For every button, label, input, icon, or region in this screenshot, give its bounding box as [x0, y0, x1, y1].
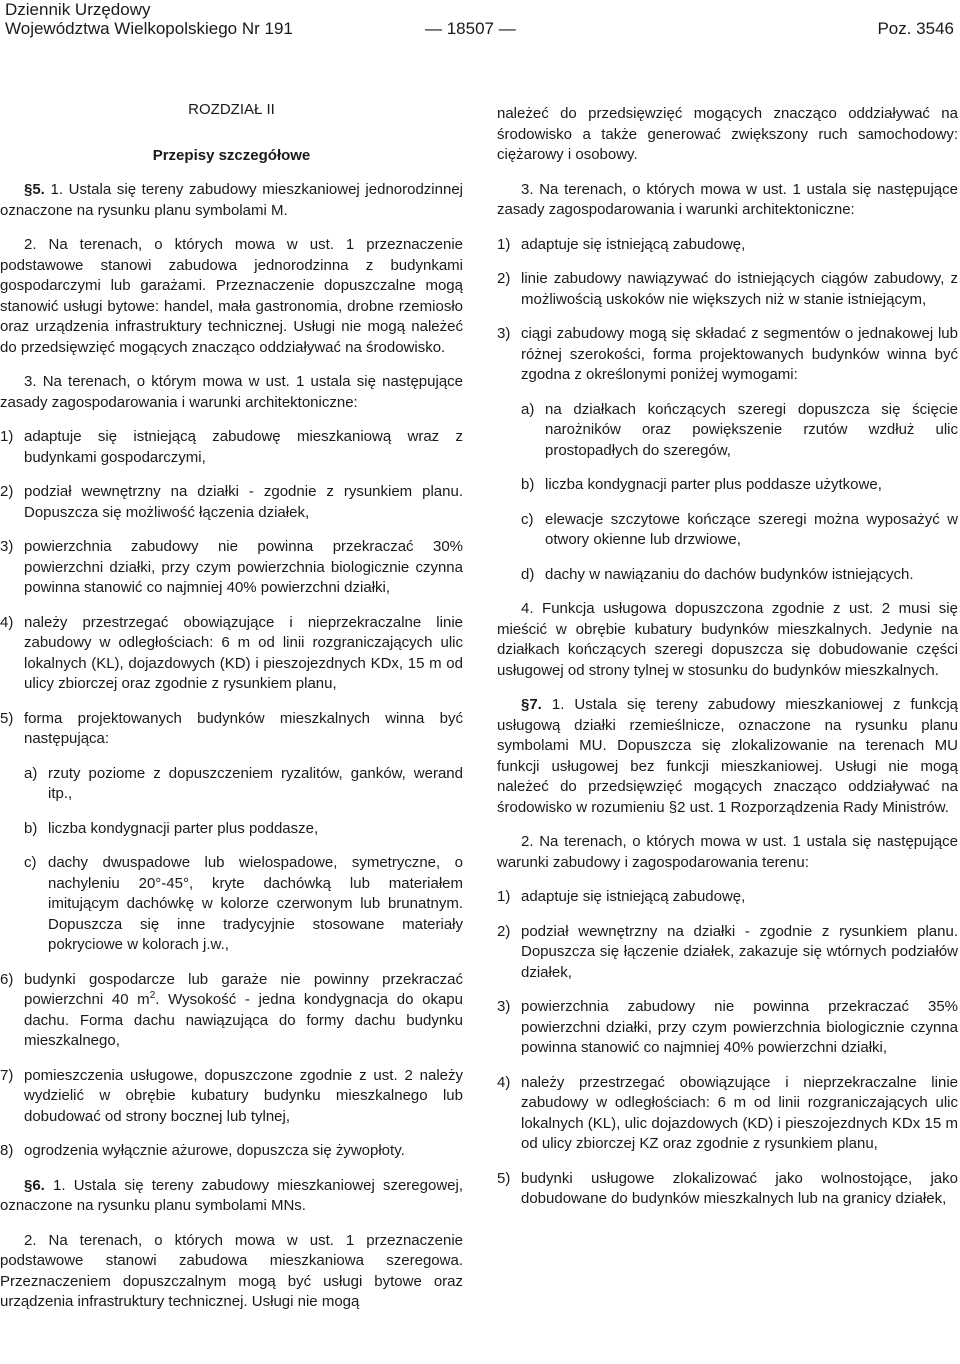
s5-para-1: §5. 1. Ustala się tereny zabudowy mieszkaniowej jednorodzinnej oznaczone na rysunku planu symbolami M.: [0, 181, 463, 219]
list-item: 2) linie zabudowy nawiązywać do istniejących ciągów zabudowy, z możliwością uskoków nie większych niż w stanie istniejącym,: [497, 270, 958, 308]
list-item: 3) ciągi zabudowy mogą się składać z segmentów o jednakowej lub różnej szerokości, forma projektowanych budynków winna być zgodna z określonymi poniżej wymogami:: [497, 325, 958, 383]
s5-para-2: 2. Na terenach, o których mowa w ust. 1 przeznaczenie podstawowe stanowi zabudowa jednorodzinna z budynkami gospodarczymi lub garażami. Przeznaczenie dopuszczalne mogą stanowić usługi bytowe: handel, mała gastronomia, drobne rzemiosło oraz urządzenia infrastruktury technicznej. Usługi nie mogą należeć do przedsięwzięć mogących znacząco oddziaływać na środowisko.: [0, 236, 463, 356]
page-number: — 18507 —: [425, 19, 516, 38]
journal-issue: Województwa Wielkopolskiego Nr 191: [5, 19, 293, 38]
s7-para-1: §7. 1. Ustala się tereny zabudowy mieszkaniowej z funkcją usługową działki rzemieślnicze, oznaczone na rysunku planu symbolami MU. Dopuszcza się zlokalizowanie na terenach MU funkcji usługowej bez funkcji mieszkaniowej. Usługi nie mogą należeć do przedsięwzięć mogących znacząco oddziaływać na środowisko w rozumieniu §2 ust. 1 Rozporządzenia Rady Ministrów.: [497, 696, 958, 816]
list-item: 8) ogrodzenia wyłącznie ażurowe, dopuszcza się żywopłoty.: [0, 1142, 405, 1159]
s6-para-3: 3. Na terenach, o których mowa w ust. 1 ustala się następujące zasady zagospodarowania i warunki architektoniczne:: [497, 180, 958, 218]
list-item: 5) forma projektowanych budynków mieszkalnych winna być następująca:: [0, 709, 463, 747]
chapter-heading: ROZDZIAŁ II: [188, 101, 275, 118]
list-item: 5) budynki usługowe zlokalizować jako wolnostojące, jako dobudowane do budynków mieszkalnych lub na granicy działek,: [497, 1169, 958, 1207]
s7-para-2: 2. Na terenach, o których mowa w ust. 1 ustala się następujące warunki zabudowy i zagospodarowania terenu:: [497, 833, 958, 871]
list-item: 1) adaptuje się istniejącą zabudowę,: [497, 888, 746, 905]
journal-title: Dziennik Urzędowy: [5, 0, 151, 19]
sub-list-item: b) liczba kondygnacji parter plus poddasze użytkowe,: [521, 476, 882, 493]
list-item: 6) budynki gospodarcze lub garaże nie powinny przekraczać powierzchni 40 $m^2$. Wysokość - jedna kondygnacja do okapu dachu. Forma dachu nawiązująca do formy dachu budynku mieszkalnego,: [0, 970, 463, 1049]
s6-para-4: 4. Funkcja usługowa dopuszczona zgodnie z ust. 2 musi się mieścić w obrębie kubatury budynków mieszkalnych. Jedynie na działkach kończących szeregi dopuszcza się dobudowanie części usługowej od strony tylnej w stosunku do budynków mieszkalnych.: [497, 600, 958, 679]
chapter-title: Przepisy szczegółowe: [152, 147, 311, 164]
s6-para-1: §6. 1. Ustala się tereny zabudowy mieszkaniowej szeregowej, oznaczone na rysunku planu symbolami MNs.: [0, 1176, 463, 1214]
page-header: [0, 0, 960, 44]
left-body: [0, 180, 463, 1313]
s6-para-2: 2. Na terenach, o których mowa w ust. 1 przeznaczenie podstawowe stanowi zabudowa mieszkaniowa szeregowa. Przeznaczeniem dopuszczalnym mogą być usługi bytowe oraz urządzenia infrastruktury technicznej. Usługi nie mogą: [0, 1231, 463, 1310]
position-number: Poz. 3546: [877, 19, 954, 38]
section-mark: §6.: [24, 1176, 45, 1194]
list-item: 2) podział wewnętrzny na działki - zgodnie z rysunkiem planu. Dopuszcza się łączenie działek, zakazuje się wtórnych podziałów działek,: [497, 922, 958, 981]
continued-para: należeć do przedsięwzięć mogących znacząco oddziaływać na środowisko a także generować zwiększony ruch samochodowy: ciężarowy i osobowy.: [497, 105, 958, 163]
list-item: 7) pomieszczenia usługowe, dopuszczone zgodnie z ust. 2 należy wydzielić w obrębie kubatury budynku mieszkalnego lub dobudować od strony bocznej lub tylnej,: [0, 1066, 463, 1125]
sub-list-item: a) rzuty poziome z dopuszczeniem ryzalitów, ganków, werand itp.,: [24, 764, 463, 802]
sub-list-item: a) na działkach kończących szeregi dopuszcza się ścięcie narożników oraz powiększenie rzutów wzdłuż ulic prostopadłych do szeregów,: [521, 400, 958, 459]
list-item: 2) podział wewnętrzny na działki - zgodnie z rysunkiem planu. Dopuszcza się możliwość łączenia działek,: [0, 483, 463, 521]
list-item: 3) powierzchnia zabudowy nie powinna przekraczać 35% powierzchni działki, przy czym powierzchnia biologicznie czynna powinna stanowić co najmniej 40% powierzchni działki,: [497, 998, 958, 1056]
list-item: 3) powierzchnia zabudowy nie powinna przekraczać 30% powierzchni działki, przy czym powierzchnia biologicznie czynna powinna stanowić co najmniej 40% powierzchni działki,: [0, 538, 463, 596]
sub-list-item: b) liczba kondygnacji parter plus poddasze,: [24, 819, 319, 837]
list-item: 1) adaptuje się istniejącą zabudowę mieszkaniową wraz z budynkami gospodarczymi,: [0, 428, 463, 466]
right-body: [497, 104, 958, 1210]
sub-list-item: c) dachy dwuspadowe lub wielospadowe, symetryczne, o nachyleniu 20°-45°, kryte dachówką lub materiałem imitującym dachówkę w kolorze czerwonym lub brunatnym. Dopuszcza się inne tradycyjnie stosowane materiały pokryciowe w kolorach j.w.,: [24, 854, 463, 953]
sub-list-item: d) dachy w nawiązaniu do dachów budynków istniejących.: [521, 565, 914, 583]
section-mark: §7.: [521, 696, 542, 713]
section-mark: §5.: [24, 181, 45, 198]
sub-list-item: c) elewacje szczytowe kończące szeregi można wyposażyć w otwory okienne lub drzwiowe,: [521, 510, 958, 548]
list-item: 4) należy przestrzegać obowiązujące i nieprzekraczalne linie zabudowy w odległościach: 6 m od linii rozgraniczających ulic lokalnych (KL), ulic dojazdowych (KD) i pieszojezdnych KDx 15 m od ulicy zbiorczej KZ oraz zgodnie z rysunkiem planu,: [497, 1073, 958, 1152]
list-item: 1) adaptuje się istniejącą zabudowę,: [497, 235, 746, 253]
list-item: 4) należy przestrzegać obowiązujące i nieprzekraczalne linie zabudowy w odległościach: 6 m od linii rozgraniczających ulic lokalnych (KL), dojazdowych (KD) i pieszojezdnych KDx, 15 m od ulicy zbiorczej oraz zgodnie z rysunkiem planu,: [0, 613, 463, 692]
s5-para-3: 3. Na terenach, o którym mowa w ust. 1 ustala się następujące zasady zagospodarowania i warunki architektoniczne:: [0, 373, 463, 411]
